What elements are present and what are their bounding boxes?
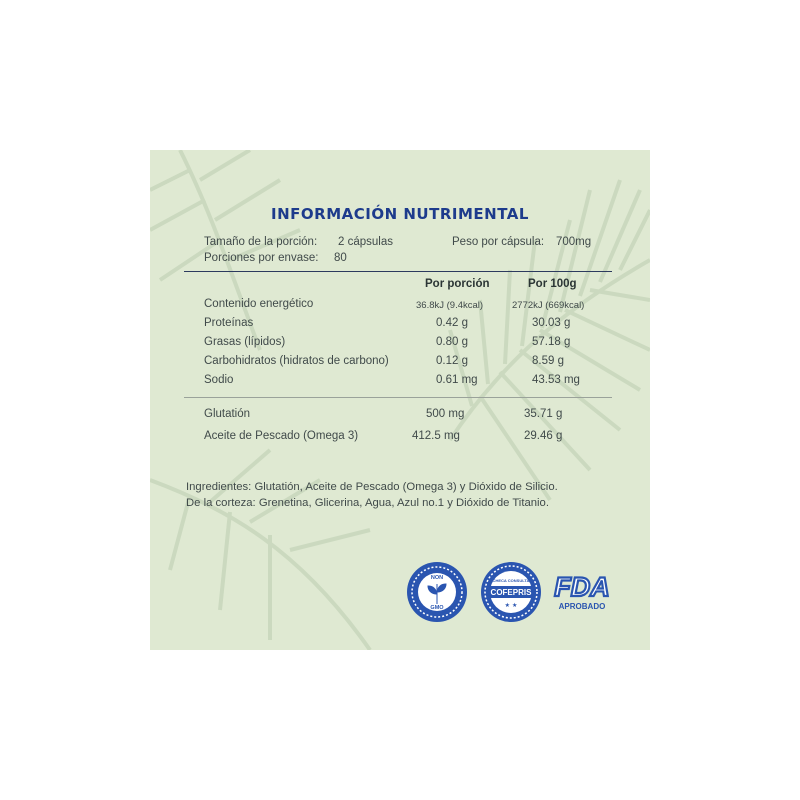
active-name: Aceite de Pescado (Omega 3) bbox=[204, 430, 359, 442]
column-header-per-100g: Por 100g bbox=[528, 278, 577, 290]
nutrition-facts bbox=[150, 150, 650, 650]
column-header-portion: Por porción bbox=[425, 278, 490, 290]
servings-per-container-value: 80 bbox=[334, 252, 347, 264]
ingredients-line: Ingredientes: Glutatión, Aceite de Pescado (Omega 3) y Dióxido de Silicio. bbox=[186, 481, 558, 493]
serving-size-value: 2 cápsulas bbox=[338, 236, 393, 248]
coating-ingredients-line: De la corteza: Grenetina, Glicerina, Agua, Azul no.1 y Dióxido de Titanio. bbox=[186, 497, 549, 509]
nutrient-name: Grasas (lípidos) bbox=[204, 336, 286, 348]
svg-text:COFEPRIS: COFEPRIS bbox=[490, 588, 532, 597]
cofepris-badge bbox=[479, 560, 543, 624]
nutrient-portion: 0.12 g bbox=[436, 355, 468, 367]
nutrient-per-100g: 2772kJ (669kcal) bbox=[512, 300, 585, 311]
fda-approved-badge bbox=[550, 566, 614, 618]
svg-text:FDA: FDA bbox=[554, 572, 610, 602]
active-portion: 412.5 mg bbox=[412, 430, 460, 442]
active-name: Glutatión bbox=[204, 408, 251, 420]
nutrient-portion: 0.61 mg bbox=[436, 374, 478, 386]
nutrient-portion: 0.80 g bbox=[436, 336, 468, 348]
svg-text:NON: NON bbox=[430, 575, 444, 581]
header-rule bbox=[184, 271, 612, 272]
section-divider bbox=[184, 397, 612, 398]
servings-per-container-label: Porciones por envase: bbox=[204, 252, 319, 264]
nutrient-name: Sodio bbox=[204, 374, 234, 386]
nutrient-portion: 0.42 g bbox=[436, 317, 468, 329]
nutrient-per-100g: 57.18 g bbox=[532, 336, 571, 348]
serving-size-label: Tamaño de la porción: bbox=[204, 236, 318, 248]
capsule-weight-label: Peso por cápsula: bbox=[452, 236, 545, 248]
nutrient-portion: 36.8kJ (9.4kcal) bbox=[416, 300, 484, 311]
svg-text:GMO: GMO bbox=[430, 605, 444, 611]
nutrient-per-100g: 30.03 g bbox=[532, 317, 571, 329]
nutrient-per-100g: 8.59 g bbox=[532, 355, 564, 367]
nutrient-name: Proteínas bbox=[204, 317, 254, 329]
certification-badges bbox=[150, 560, 650, 630]
nutrient-name: Carbohidratos (hidratos de carbono) bbox=[204, 355, 389, 367]
nutrient-name: Contenido energético bbox=[204, 298, 314, 310]
page-title: INFORMACIÓN NUTRIMENTAL bbox=[271, 205, 529, 223]
nutrition-panel bbox=[150, 150, 650, 650]
active-per-100g: 35.71 g bbox=[524, 408, 563, 420]
active-portion: 500 mg bbox=[426, 408, 465, 420]
svg-text:APROBADO: APROBADO bbox=[558, 602, 606, 611]
active-per-100g: 29.46 g bbox=[524, 430, 563, 442]
svg-text:★ ★: ★ ★ bbox=[504, 602, 518, 609]
non-gmo-badge bbox=[405, 560, 469, 624]
svg-text:CHECA CONSULTA: CHECA CONSULTA bbox=[492, 578, 530, 583]
capsule-weight-value: 700mg bbox=[556, 236, 592, 248]
nutrient-per-100g: 43.53 mg bbox=[532, 374, 580, 386]
